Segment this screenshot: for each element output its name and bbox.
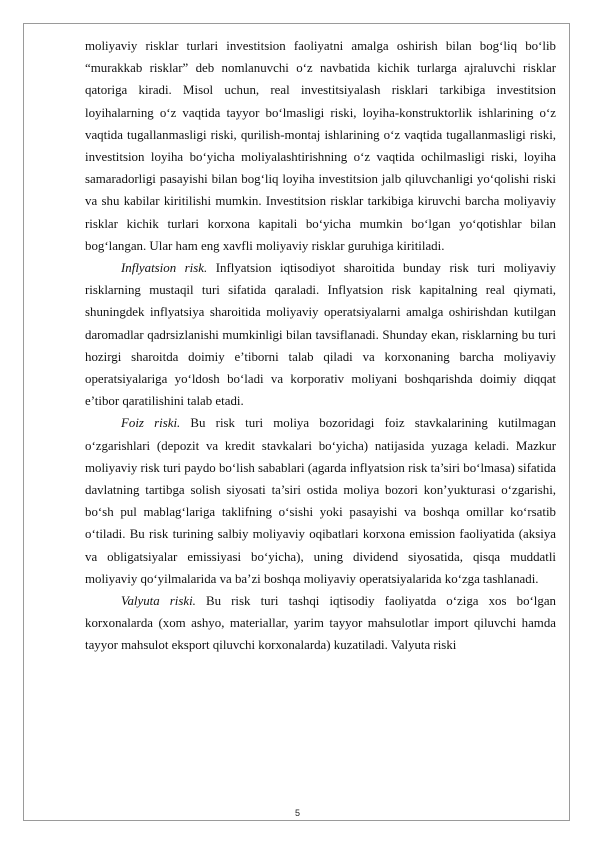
paragraph-text: moliyaviy risklar turlari investitsion faoliyatni amalga oshirish bilan bog‘liq bo‘lib “murakkab risklar” deb nomlanuvchi o‘z navbatida kichik turlarga ajraluvchi risklar qatoriga kiradi. Misol uchun, real investitsiyalash risklari tarkibiga investitsion loyihalarning o‘z vaqtida tayyor bo‘lmasligi riski, loyiha-konstruktorlik ishlarining o‘z vaqtida tugallanmasligi riski, qurilish-montaj ishlarining o‘z vaqtida tugallanmasligi riski, investitsion loyiha bo‘yicha moliyalashtirishning o‘z vaqtida ochilmasligi riski, loyiha samaradorligi pasayishi bilan bog‘liq loyiha investitsion jalb qiluvchanligi yo‘qolishi riski va shu kabilar kiritilishi mumkin. Investitsion risklar tarkibiga kiruvchi barcha moliyaviy risklar kichik turlari korxona kapitali bo‘yicha mumkin bo‘lgan yo‘qotishlar bilan bog‘langan. Ular ham eng xavfli moliyaviy risklar guruhiga kiritiladi. bbox=[85, 39, 556, 253]
paragraph-interest-risk bbox=[85, 412, 556, 590]
term-currency-risk: Valyuta riski. bbox=[121, 594, 196, 609]
term-inflation-risk: Inflyatsion risk. bbox=[121, 261, 208, 276]
paragraph-inflation-risk bbox=[85, 257, 556, 412]
document-body bbox=[85, 35, 556, 657]
paragraph-investment-risk bbox=[85, 35, 556, 257]
paragraph-text: Inflyatsion iqtisodiyot sharoitida bunday risk turi moliyaviy risklarning mustaqil turi sifatida qaraladi. Inflyatsion risk kapitalning real qiymati, shuningdek inflyatsiya sharoitida moliyaviy operatsiyalarni amalga oshirishdan kutilgan daromadlar qadrsizlanishi mumkinligi bilan tavsiflanadi. Shunday ekan, risklarning bu turi hozirgi sharoitda doimiy e’tiborni talab qiladi va korxonaning barcha moliyaviy operatsiyalariga yo‘ldosh bo‘ladi va korporativ moliyani boshqarishda doimiy diqqat e’tibor qaratilishini talab etadi. bbox=[85, 261, 556, 409]
paragraph-text: Bu risk turi tashqi iqtisodiy faoliyatda o‘ziga xos bo‘lgan korxonalarda (xom ashyo, materiallar, yarim tayyor mahsulotlar import qiluvchi hamda tayyor mahsulot eksport qiluvchi korxonalarda) kuzatiladi. Valyuta riski bbox=[85, 594, 556, 653]
paragraph-text: Bu risk turi moliya bozoridagi foiz stavkalarining kutilmagan o‘zgarishlari (depozit va kredit stavkalari bo‘yicha) natijasida yuzaga keladi. Mazkur moliyaviy risk turi paydo bo‘lish sabablari (agarda inflyatsion risk ta’siri bo‘lmasa) sifatida davlatning tartibga solish siyosati ta’siri ostida moliya bozori kon’yukturasi o‘zgarishi, bo‘sh pul mablag‘lariga taklifning o‘sishi yoki pasayishi va boshqa omillar ko‘rsatib o‘tiladi. Bu risk turining salbiy moliyaviy oqibatlari korxona emission faoliyatida (aksiya va obligatsiyalar emissiyasi bo‘yicha), uning dividend siyosatida, qisqa muddatli moliyaviy qo‘yilmalarida va ba’zi boshqa moliyaviy operatsiyalarida ko‘zga tashlanadi. bbox=[85, 416, 556, 586]
term-interest-risk: Foiz riski. bbox=[121, 416, 181, 431]
paragraph-currency-risk bbox=[85, 590, 556, 657]
page-number: 5 bbox=[294, 808, 300, 818]
